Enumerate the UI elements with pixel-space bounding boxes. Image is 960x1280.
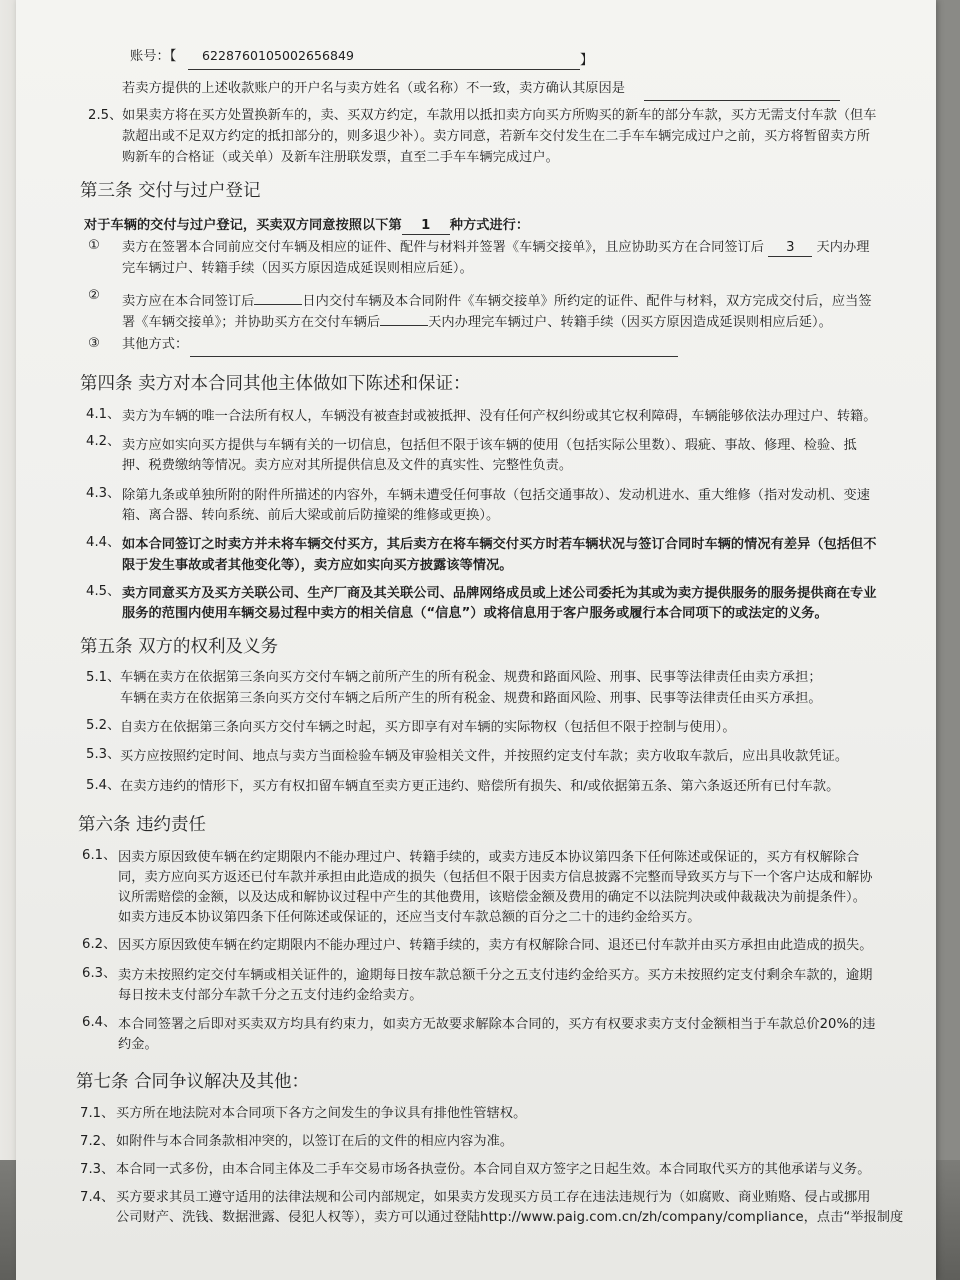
art3-other-blank [190,356,678,357]
clause-line: 服务的范围内使用车辆交易过程中卖方的相关信息（“信息”）或将信息用于客户服务或履行本合同项下的或法定的义务。 [122,606,828,621]
clause-line: 买方要求其员工遵守适用的法律法规和公司内部规定，如果卖方发现买方员工存在违法违规行为（如腐败、商业贿赂、侵占或挪用 [116,1190,871,1205]
clause-number: 2.5、 [88,108,123,123]
art3-option-2-text-mid: 日内交付车辆及本合同附件《车辆交接单》所约定的证件、配件与材料，双方完成交付后，应当签 [302,294,872,309]
clause-line: 买方应按照约定时间、地点与卖方当面检验车辆及审验相关文件，并按照约定支付车款；卖方收取车款后，应出具收款凭证。 [120,749,849,764]
art3-option-1 [122,238,870,258]
art3-option-2-line2 [122,309,832,333]
clause-number: 4.5、 [86,584,121,599]
clause-number: 6.3、 [82,966,117,981]
art3-option-1-text-end: 天内办理 [816,240,870,255]
art3-option-1-line2: 完车辆过户、转籍手续（因买方原因造成延误则相应后延）。 [122,261,473,276]
clause-line: 卖方未按照约定交付车辆或相关证件的，逾期每日按车款总额千分之五支付违约金给买方。买方未按照约定支付剩余车款的，逾期 [118,968,873,983]
art3-option-2-text-d: 天内办理完车辆过户、转籍手续（因买方原因造成延误则相应后延）。 [428,315,832,330]
clause-number: 7.3、 [80,1162,115,1177]
account-label-text: 账号： [130,49,170,64]
clause-number: 7.2、 [80,1134,115,1149]
account-bracket-close: 】 [580,53,594,68]
clause-line: 卖方应如实向买方提供与车辆有关的一切信息，包括但不限于该车辆的使用（包括实际公里数）、瑕疵、事故、修理、检验、抵 [122,438,857,453]
clause-line: 本合同一式多份，由本合同主体及二手车交易市场各执壹份。本合同自双方签字之日起生效。本合同取代买方的其他承诺与义务。 [116,1162,871,1177]
article-6-title: 第六条 违约责任 [78,815,207,835]
clause-line: 因买方原因致使车辆在约定期限内不能办理过户、转籍手续的，卖方有权解除合同、退还已付车款并由买方承担由此造成的损失。 [118,938,873,953]
clause-line: 议所需赔偿的金额，以及达成和解协议过程中产生的其他费用，该赔偿金额及费用的确定不以法院判决或仲裁裁决为前提条件）。 [118,890,866,905]
clause-number: 4.3、 [86,486,121,501]
clause-line: 公司财产、洗钱、数据泄露、侵犯人权等），卖方可以通过登陆http://www.paig.com.cn/zh/company/compliance，点击“举报制度 [116,1210,904,1225]
clause-line: 如卖方违反本协议第四条下任何陈述或保证的，还应当支付车款总额的百分之二十的违约金给买方。 [118,910,701,925]
art3-option-2-transfer-blank [380,309,428,326]
mismatch-reason-blank [644,100,840,101]
clause-number: 7.1、 [80,1106,115,1121]
option-mark: ③ [88,336,100,351]
clause-number: 5.3、 [86,747,121,762]
article-4-title: 第四条 卖方对本合同其他主体做如下陈述和保证： [80,374,471,394]
clause-line: 箱、离合器、转向系统、前后大梁或前后防撞梁的维修或更换）。 [122,508,500,523]
clause-line: 买方所在地法院对本合同项下各方之间发生的争议具有排他性管辖权。 [116,1106,527,1121]
clause-line: 每日按未支付部分车款千分之五支付违约金给卖方。 [118,988,423,1003]
clause-number: 6.2、 [82,937,117,952]
clause-number: 4.2、 [86,434,121,449]
art3-intro-text-end: 种方式进行： [449,218,530,233]
clause-line: 在卖方违约的情形下，买方有权扣留车辆直至卖方更正违约、赔偿所有损失、和/或依据第五条、第六条返还所有已付车款。 [120,779,840,794]
article-7-title: 第七条 合同争议解决及其他： [76,1072,310,1092]
clause-line: 车辆在卖方在依据第三条向买方交付车辆之后所产生的所有税金、规费和路面风险、刑事、民事等法律责任由买方承担。 [120,691,822,706]
contract-text [16,0,936,1280]
clause-line: 款超出或不足双方约定的抵扣部分的，则多退少补）。卖方同意，若新车交付发生在二手车车辆完成过户之前，买方将暂留卖方所 [122,129,870,144]
art3-method-choice: 1 [402,218,450,235]
clause-line: 如果卖方将在买方处置换新车的，卖、买双方约定，车款用以抵扣卖方向买方所购买的新车的部分车款，买方无需支付车款（但车 [122,108,877,123]
clause-number: 4.1、 [86,407,121,422]
clause-line: 本合同签署之后即对买卖双方均具有约束力，如卖方无故要求解除本合同的，买方有权要求卖方支付金额相当于车款总价20%的违 [118,1017,876,1032]
account-underline [188,69,580,70]
art3-option-1-days: 3 [768,240,812,257]
art3-intro-text: 对于车辆的交付与过户登记，买卖双方同意按照以下第 [84,218,402,233]
account-label [130,47,176,67]
clause-line: 除第九条或单独所附的附件所描述的内容外，车辆未遭受任何事故（包括交通事故）、发动机进水、重大维修（指对发动机、变速 [122,488,870,503]
article-5-title: 第五条 双方的权利及义务 [80,637,279,657]
account-bracket-open: 【 [169,49,177,64]
option-mark: ① [88,238,100,253]
art3-option-1-text: 卖方在签署本合同前应交付车辆及相应的证件、配件与材料并签署《车辆交接单》，且应协助买方在合同签订后 [122,240,765,255]
clause-line: 自卖方在依据第三条向买方交付车辆之时起，买方即享有对车辆的实际物权（包括但不限于控制与使用）。 [120,720,736,735]
mismatch-note: 若卖方提供的上述收款账户的开户名与卖方姓名（或名称）不一致，卖方确认其原因是 [122,81,626,96]
clause-line: 押、税费缴纳等情况。卖方应对其所提供信息及文件的真实性、完整性负责。 [122,458,573,473]
clause-number: 5.4、 [86,778,121,793]
art3-option-2-days-blank [254,288,302,305]
article-3-title: 第三条 交付与过户登记 [80,181,261,201]
art3-option-2-text-c: 署《车辆交接单》；并协助买方在交付车辆后 [122,315,381,330]
art3-option-2-text: 卖方应在本合同签订后 [122,294,255,309]
clause-number: 7.4、 [80,1190,115,1205]
clause-line: 卖方为车辆的唯一合法所有权人，车辆没有被查封或被抵押、没有任何产权纠纷或其它权利障碍，车辆能够依法办理过户、转籍。 [122,409,877,424]
clause-line: 限于发生事故或者其他变化等），卖方应如实向买方披露该等情况。 [122,558,513,573]
art3-option-3: 其他方式： [122,337,189,352]
clause-number: 6.1、 [82,848,117,863]
clause-line: 如附件与本合同条款相冲突的，以签订在后的文件的相应内容为准。 [116,1134,514,1149]
clause-line: 同，卖方应向买方返还已付车款并承担由此造成的损失（包括但不限于因卖方信息披露不完整而导致买方与下一个客户达成和解协 [118,870,873,885]
clause-number: 6.4、 [82,1015,117,1030]
contract-page [16,0,936,1280]
art3-intro [84,216,529,236]
account-number: 6228760105002656849 [202,48,355,63]
option-mark: ② [88,288,100,303]
clause-line: 约金。 [118,1037,158,1052]
clause-line: 因卖方原因致使车辆在约定期限内不能办理过户、转籍手续的，或卖方违反本协议第四条下任何陈述或保证的，买方有权解除合 [118,850,860,865]
clause-number: 5.2、 [86,718,121,733]
clause-line: 卖方同意买方及买方关联公司、生产厂商及其关联公司、品牌网络成员或上述公司委托为其或为卖方提供服务的服务提供商在专业 [122,586,877,601]
clause-line: 如本合同签订之时卖方并未将车辆交付买方，其后卖方在将车辆交付买方时若车辆状况与签订合同时车辆的情况有差异（包括但不 [122,537,877,552]
clause-number: 5.1、 [86,670,121,685]
clause-line: 购新车的合格证（或关单）及新车注册联发票，直至二手车车辆完成过户。 [122,150,559,165]
clause-line: 车辆在卖方在依据第三条向买方交付车辆之前所产生的所有税金、规费和路面风险、刑事、民事等法律责任由卖方承担； [120,670,822,685]
clause-number: 4.4、 [86,535,121,550]
